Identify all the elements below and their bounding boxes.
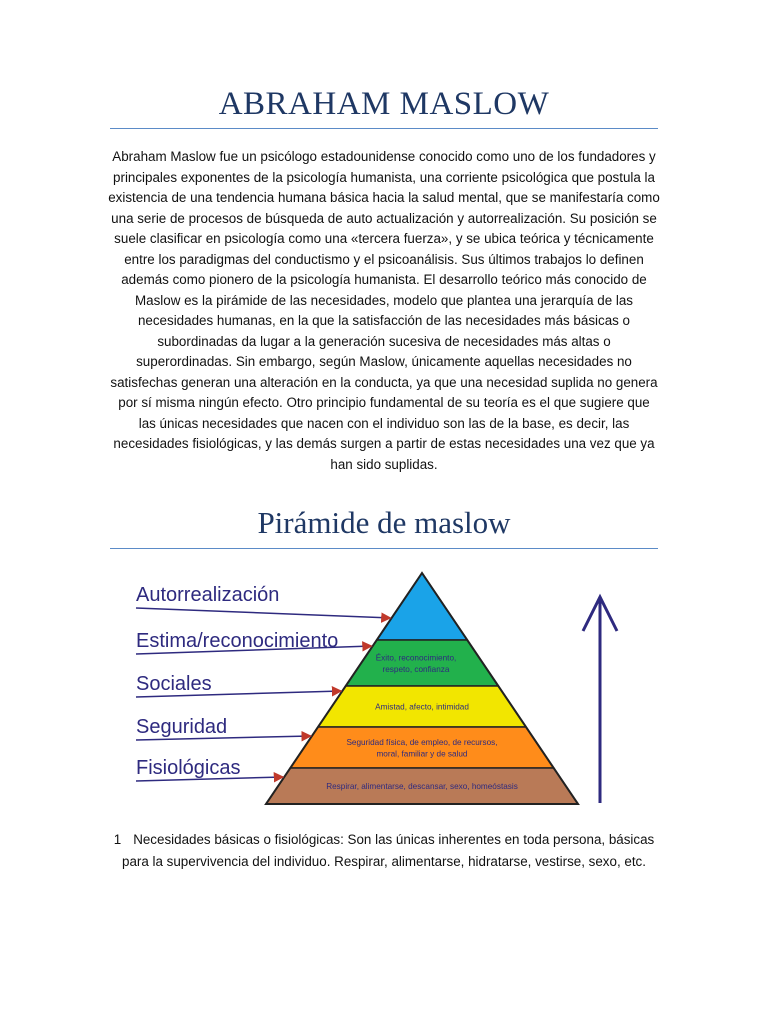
pyramid-label-5: Fisiológicas xyxy=(136,757,241,779)
pyramid-label-3: Sociales xyxy=(136,673,212,695)
pyramid-label-4: Seguridad xyxy=(136,716,228,738)
pyramid-level-text: respeto, confianza xyxy=(382,664,450,674)
pyramid-level-2 xyxy=(346,640,499,686)
pyramid-label-1: Autorrealización xyxy=(136,584,280,606)
pyramid-level-1 xyxy=(377,573,467,640)
pyramid-level-text: moral, familiar y de salud xyxy=(376,749,468,759)
section-underline xyxy=(110,548,658,549)
page-title: ABRAHAM MASLOW xyxy=(218,86,550,122)
pyramid-level-text: Seguridad física, de empleo, de recursos, xyxy=(346,737,498,747)
intro-paragraph: Abraham Maslow fue un psicólogo estadounidense conocido como uno de los fundadores y principales exponentes de la psicología humanista, una corriente psicológica que postula la existencia de una tendencia humana básica hacia la salud mental, que se manifestaría como una serie de procesos de búsqueda de auto actualización y autorrealización. Su posición se suele clasificar en psicología como una «tercera fuerza», y se ubica teórica y técnicamente entre los paradigmas del conductismo y el psicoanálisis. Sus últimos trabajos lo definen además como pionero de la psicología humanista. El desarrollo teórico más conocido de Maslow es la pirámide de las necesidades, modelo que plantea una jerarquía de las necesidades humanas, en la que la satisfacción de las necesidades más básicas o subordinadas da lugar a la generación sucesiva de necesidades más altas o superordinadas. Sin embargo, según Maslow, únicamente aquellas necesidades no satisfechas generan una alteración en la conducta, ya que una necesidad suplida no genera por sí misma ningún efecto. Otro principio fundamental de su teoría es el que sugiere que las únicas necesidades que nacen con el individuo son las de la base, es decir, las necesidades fisiológicas, y las demás surgen a partir de estas necesidades una vez que ya han sido suplidas. xyxy=(108,149,660,472)
maslow-pyramid-figure xyxy=(130,565,650,815)
section-title: Pirámide de maslow xyxy=(257,505,511,540)
footnote-text: Necesidades básicas o fisiológicas: Son las únicas inherentes en toda persona, básicas para la supervivencia del individuo. Respirar, alimentarse, hidratarse, vestirse, sexo, etc. xyxy=(122,832,655,869)
pyramid-level-text: Éxito, reconocimiento, xyxy=(375,653,457,663)
pyramid-pointer-arrow xyxy=(136,608,391,618)
pyramid-label-2: Estima/reconocimiento xyxy=(136,630,339,652)
pyramid-level-text: Respirar, alimentarse, descansar, sexo, homeóstasis xyxy=(326,782,518,791)
pyramid-level-4 xyxy=(290,727,553,768)
footnote-number: 1 xyxy=(113,832,122,847)
pyramid-level-text: Amistad, afecto, intimidad xyxy=(375,702,469,712)
footnote xyxy=(108,829,660,872)
title-underline xyxy=(110,128,658,129)
